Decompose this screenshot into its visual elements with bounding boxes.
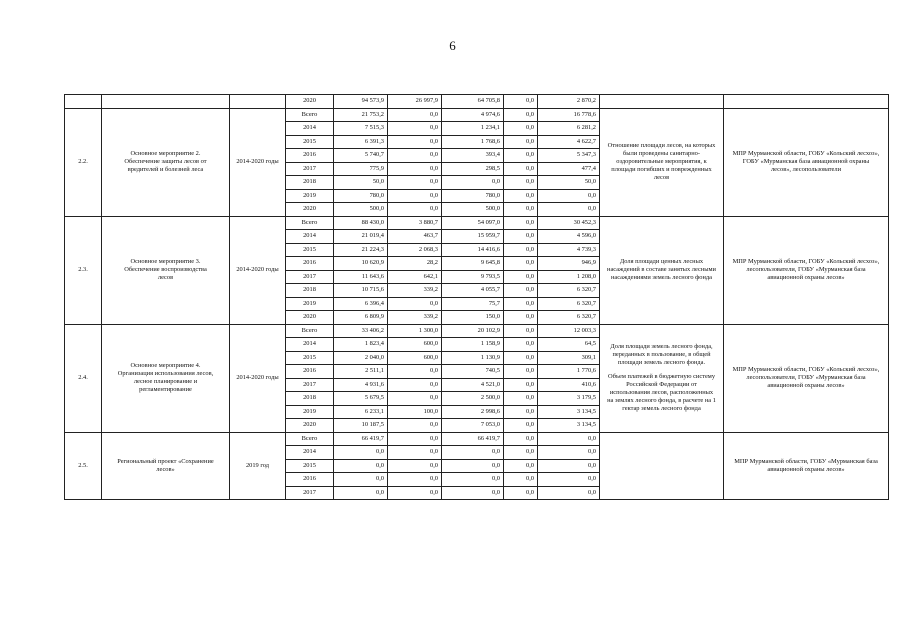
value-cell: 4 055,7 [442,284,504,298]
value-cell: 339,2 [388,284,442,298]
value-cell: 0,0 [504,108,538,122]
indicator-text-2: Объем платежей в бюджетную систему Российской Федерации от использования лесов, расположенных на землях лесного фонда, в расчете на 1 гектар земель лесного фонда [607,373,716,412]
value-cell: 6 281,2 [538,122,600,136]
year-cell: Всего [286,324,334,338]
value-cell: 20 102,9 [442,324,504,338]
value-cell: 0,0 [504,473,538,487]
indicator-cell [600,108,724,216]
value-cell: 88 430,0 [334,216,388,230]
value-cell: 64,5 [538,338,600,352]
value-cell: 6 320,7 [538,297,600,311]
value-cell: 0,0 [504,446,538,460]
value-cell: 0,0 [388,135,442,149]
value-cell: 0,0 [538,473,600,487]
value-cell: 477,4 [538,162,600,176]
value-cell: 5 679,5 [334,392,388,406]
value-cell: 21 753,2 [334,108,388,122]
value-cell: 5 347,3 [538,149,600,163]
value-cell: 4 622,7 [538,135,600,149]
table-body [65,95,889,500]
activity-name: Региональный проект «Сохранение лесов» [102,432,230,500]
name-cell [102,95,230,109]
value-cell: 0,0 [334,486,388,500]
value-cell: 4 931,6 [334,378,388,392]
value-cell: 0,0 [538,446,600,460]
item-number: 2.5. [65,432,102,500]
value-cell: 0,0 [442,446,504,460]
value-cell: 2 511,1 [334,365,388,379]
value-cell: 4 739,3 [538,243,600,257]
value-cell: 7 515,3 [334,122,388,136]
num-cell [65,95,102,109]
value-cell: 0,0 [442,176,504,190]
year-cell: 2020 [286,419,334,433]
value-cell: 1 768,6 [442,135,504,149]
value-cell: 10 715,6 [334,284,388,298]
value-cell: 30 452,3 [538,216,600,230]
value-cell: 0,0 [504,203,538,217]
year-cell: 2014 [286,230,334,244]
item-number: 2.2. [65,108,102,216]
value-cell: 0,0 [388,203,442,217]
value-cell: 0,0 [504,324,538,338]
value-cell: 0,0 [504,392,538,406]
year-cell: 2016 [286,365,334,379]
value-cell: 50,0 [334,176,388,190]
value-cell: 780,0 [442,189,504,203]
value-cell: 6 320,7 [538,311,600,325]
value-cell: 10 187,5 [334,419,388,433]
value-cell: 946,9 [538,257,600,271]
value-cell: 0,0 [388,473,442,487]
value-cell: 0,0 [504,351,538,365]
value-cell: 6 396,4 [334,297,388,311]
value-cell: 33 406,2 [334,324,388,338]
value-cell: 26 997,9 [388,95,442,109]
value-cell: 0,0 [388,486,442,500]
year-cell: 2020 [286,95,334,109]
value-cell: 6 391,3 [334,135,388,149]
value-cell: 393,4 [442,149,504,163]
value-cell: 0,0 [504,338,538,352]
year-cell: 2015 [286,135,334,149]
year-cell: 2017 [286,378,334,392]
value-cell: 3 134,5 [538,419,600,433]
executor-cell: МПР Мурманской области, ГОБУ «Кольский лесхоз», лесопользователи, ГОБУ «Мурманская база авиационной охраны лесов» [724,216,889,324]
value-cell: 1 234,1 [442,122,504,136]
year-cell: 2017 [286,162,334,176]
value-cell: 6 233,1 [334,405,388,419]
value-cell: 339,2 [388,311,442,325]
value-cell: 66 419,7 [334,432,388,446]
item-number: 2.4. [65,324,102,432]
value-cell: 28,2 [388,257,442,271]
value-cell: 0,0 [388,365,442,379]
value-cell: 1 823,4 [334,338,388,352]
activity-period: 2019 год [230,432,286,500]
value-cell: 16 778,6 [538,108,600,122]
value-cell: 0,0 [388,378,442,392]
table-row [65,108,889,122]
page-number: 6 [449,38,456,53]
value-cell: 150,0 [442,311,504,325]
value-cell: 9 793,5 [442,270,504,284]
value-cell: 0,0 [538,189,600,203]
year-cell: Всего [286,108,334,122]
value-cell: 1 300,0 [388,324,442,338]
value-cell: 2 040,0 [334,351,388,365]
value-cell: 10 620,9 [334,257,388,271]
value-cell: 309,1 [538,351,600,365]
value-cell: 1 208,0 [538,270,600,284]
year-cell: 2020 [286,203,334,217]
year-cell: 2019 [286,189,334,203]
table-row [65,216,889,230]
value-cell: 21 019,4 [334,230,388,244]
value-cell: 0,0 [504,459,538,473]
value-cell: 6 320,7 [538,284,600,298]
indicator-text: Доля площади земель лесного фонда, переданных в пользование, в общей площади земель лесного фонда. [610,343,713,366]
indicator-text: Доля площади ценных лесных насаждений в составе занятых лесными насаждениями земель лесного фонда [607,258,716,281]
year-cell: 2014 [286,446,334,460]
value-cell: 12 003,3 [538,324,600,338]
value-cell: 1 158,9 [442,338,504,352]
value-cell: 75,7 [442,297,504,311]
value-cell: 2 500,0 [442,392,504,406]
value-cell: 3 179,5 [538,392,600,406]
value-cell: 54 097,0 [442,216,504,230]
year-cell: 2016 [286,149,334,163]
value-cell: 0,0 [388,419,442,433]
year-cell: Всего [286,432,334,446]
year-cell: 2015 [286,351,334,365]
executor-cell: МПР Мурманской области, ГОБУ «Кольский лесхоз», лесопользователи, ГОБУ «Мурманская база авиационной охраны лесов» [724,324,889,432]
value-cell: 0,0 [504,135,538,149]
activity-name: Основное мероприятие 4. Организация использования лесов, лесное планирование и регламентирование [102,324,230,432]
value-cell: 0,0 [388,149,442,163]
value-cell: 0,0 [334,446,388,460]
value-cell: 0,0 [388,392,442,406]
value-cell: 0,0 [504,284,538,298]
item-number: 2.3. [65,216,102,324]
value-cell: 500,0 [442,203,504,217]
value-cell: 14 416,6 [442,243,504,257]
year-cell: 2014 [286,122,334,136]
value-cell: 0,0 [504,216,538,230]
year-cell: 2019 [286,405,334,419]
year-cell: 2017 [286,486,334,500]
value-cell: 0,0 [504,162,538,176]
value-cell: 0,0 [388,189,442,203]
value-cell: 1 770,6 [538,365,600,379]
page-margin [0,594,905,640]
value-cell: 0,0 [504,311,538,325]
indicator-text: Отношение площади лесов, на которых были проведены санитарно-оздоровительные мероприятия, к площади погибших и поврежденных лесов [607,142,716,181]
year-cell: 2018 [286,176,334,190]
value-cell: 0,0 [504,270,538,284]
value-cell: 0,0 [388,446,442,460]
value-cell: 15 959,7 [442,230,504,244]
activity-name: Основное мероприятие 3. Обеспечение воспроизводства лесов [102,216,230,324]
indicator-cell [600,432,724,500]
value-cell: 642,1 [388,270,442,284]
year-cell: Всего [286,216,334,230]
value-cell: 740,5 [442,365,504,379]
value-cell: 500,0 [334,203,388,217]
value-cell: 4 596,0 [538,230,600,244]
activity-name: Основное мероприятие 2. Обеспечение защиты лесов от вредителей и болезней леса [102,108,230,216]
value-cell: 0,0 [334,459,388,473]
value-cell: 0,0 [442,486,504,500]
value-cell: 0,0 [504,243,538,257]
table-row [65,95,889,109]
value-cell: 6 809,9 [334,311,388,325]
executor-cell: МПР Мурманской области, ГОБУ «Кольский лесхоз», ГОБУ «Мурманская база авиационной охраны лесов», лесопользователи [724,108,889,216]
value-cell: 0,0 [388,176,442,190]
year-cell: 2018 [286,284,334,298]
year-cell: 2016 [286,257,334,271]
value-cell: 0,0 [504,189,538,203]
value-cell: 0,0 [388,459,442,473]
year-cell: 2017 [286,270,334,284]
value-cell: 11 643,6 [334,270,388,284]
value-cell: 0,0 [504,257,538,271]
value-cell: 0,0 [388,432,442,446]
value-cell: 100,0 [388,405,442,419]
value-cell: 0,0 [388,122,442,136]
value-cell: 298,5 [442,162,504,176]
value-cell: 780,0 [334,189,388,203]
indicator-cell [600,95,724,109]
executor-cell [724,95,889,109]
value-cell: 0,0 [538,459,600,473]
value-cell: 0,0 [504,365,538,379]
value-cell: 410,6 [538,378,600,392]
year-cell: 2019 [286,297,334,311]
value-cell: 4 521,0 [442,378,504,392]
value-cell: 66 419,7 [442,432,504,446]
activity-period: 2014-2020 годы [230,108,286,216]
value-cell: 0,0 [504,95,538,109]
value-cell: 0,0 [504,297,538,311]
indicator-cell [600,324,724,432]
table-row [65,432,889,446]
value-cell: 0,0 [504,486,538,500]
value-cell: 0,0 [504,432,538,446]
value-cell: 0,0 [388,162,442,176]
value-cell: 600,0 [388,351,442,365]
value-cell: 0,0 [388,297,442,311]
value-cell: 0,0 [538,432,600,446]
value-cell: 0,0 [538,203,600,217]
value-cell: 0,0 [504,122,538,136]
executor-cell: МПР Мурманской области, ГОБУ «Мурманская база авиационной охраны лесов» [724,432,889,500]
year-cell: 2020 [286,311,334,325]
value-cell: 1 130,9 [442,351,504,365]
value-cell: 0,0 [538,486,600,500]
value-cell: 0,0 [504,230,538,244]
year-cell: 2018 [286,392,334,406]
value-cell: 9 645,8 [442,257,504,271]
value-cell: 0,0 [504,405,538,419]
value-cell: 0,0 [442,473,504,487]
value-cell: 2 870,2 [538,95,600,109]
value-cell: 2 998,6 [442,405,504,419]
value-cell: 0,0 [504,149,538,163]
value-cell: 3 134,5 [538,405,600,419]
program-table [64,94,889,500]
value-cell: 775,9 [334,162,388,176]
year-cell: 2016 [286,473,334,487]
value-cell: 0,0 [334,473,388,487]
value-cell: 50,0 [538,176,600,190]
value-cell: 94 573,9 [334,95,388,109]
value-cell: 21 224,3 [334,243,388,257]
indicator-cell [600,216,724,324]
activity-period: 2014-2020 годы [230,324,286,432]
table-row [65,324,889,338]
value-cell: 0,0 [504,176,538,190]
value-cell: 0,0 [442,459,504,473]
value-cell: 0,0 [504,419,538,433]
value-cell: 64 705,8 [442,95,504,109]
value-cell: 3 880,7 [388,216,442,230]
period-cell [230,95,286,109]
value-cell: 7 053,0 [442,419,504,433]
value-cell: 0,0 [504,378,538,392]
value-cell: 2 068,3 [388,243,442,257]
value-cell: 4 974,6 [442,108,504,122]
year-cell: 2015 [286,459,334,473]
year-cell: 2014 [286,338,334,352]
activity-period: 2014-2020 годы [230,216,286,324]
value-cell: 600,0 [388,338,442,352]
value-cell: 0,0 [388,108,442,122]
value-cell: 463,7 [388,230,442,244]
year-cell: 2015 [286,243,334,257]
value-cell: 5 740,7 [334,149,388,163]
